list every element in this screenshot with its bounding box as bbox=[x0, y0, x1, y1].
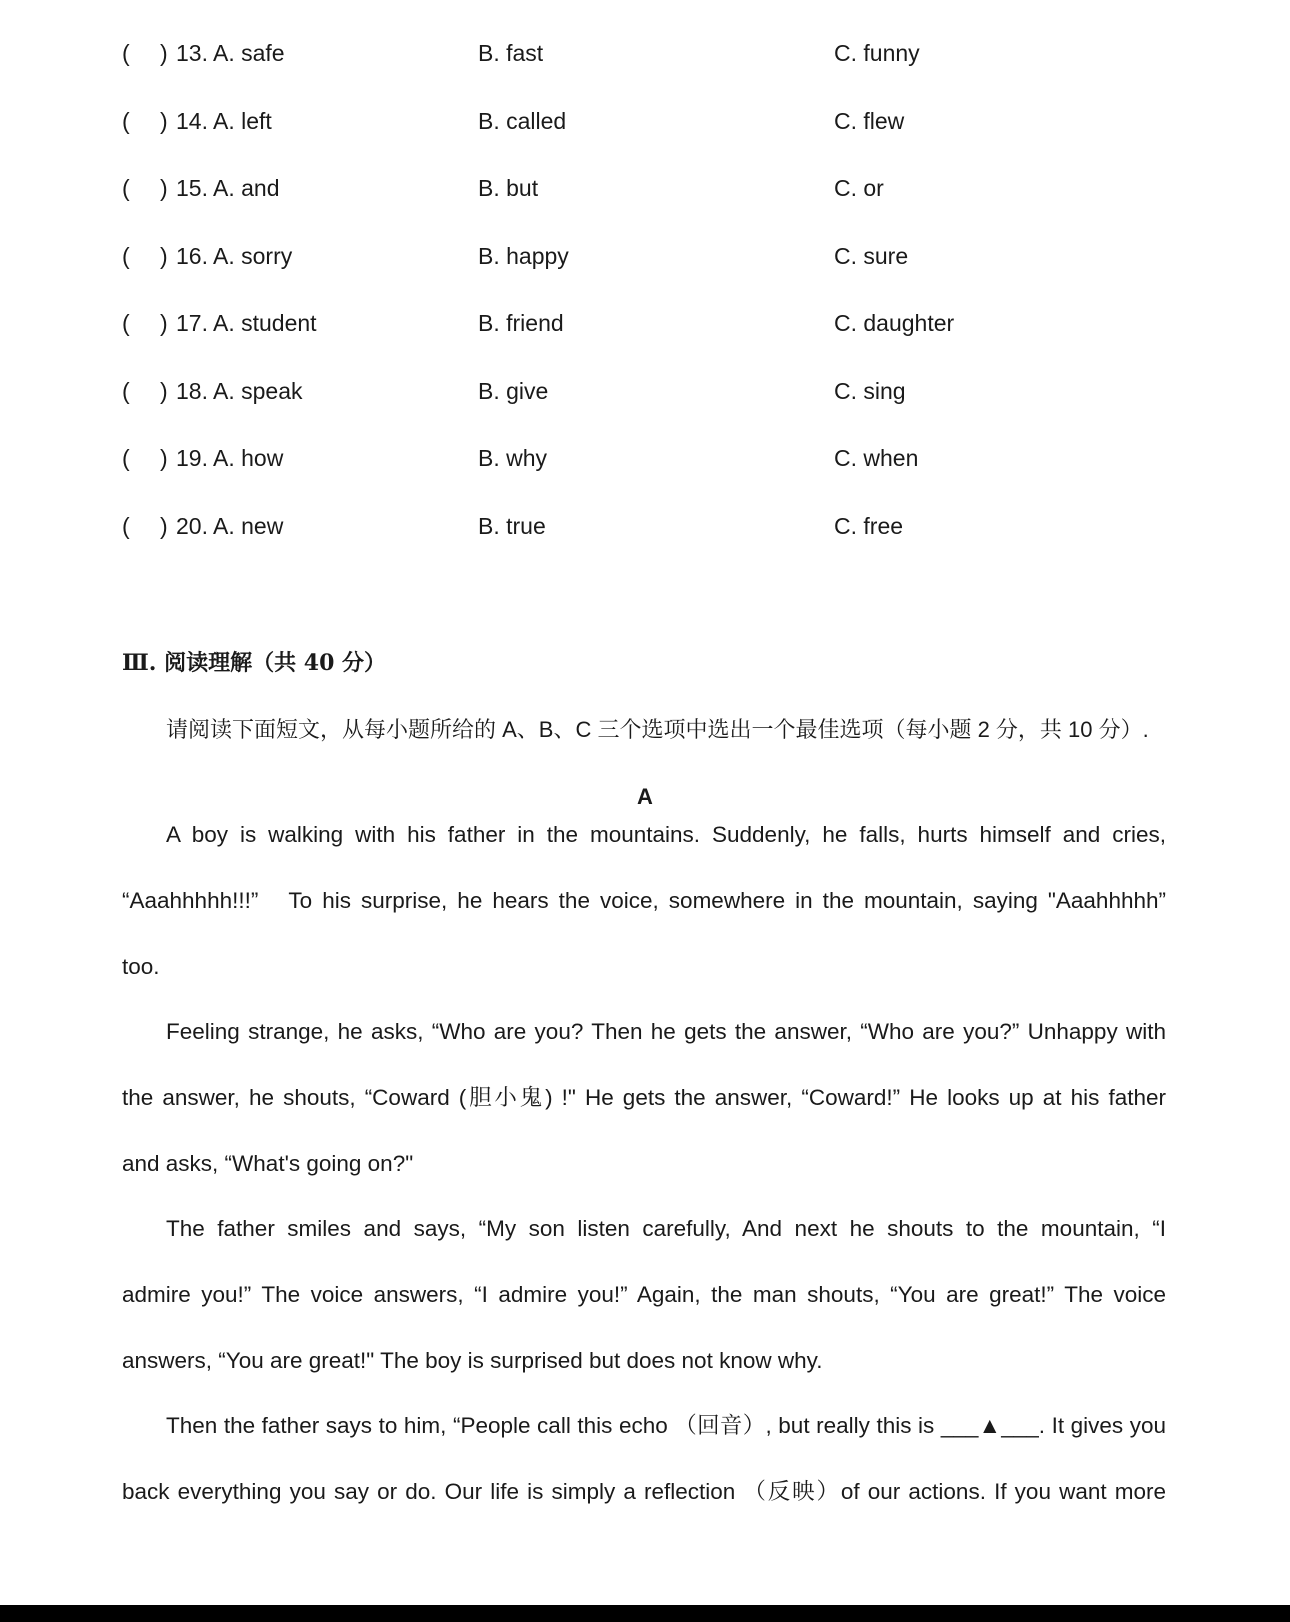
answer-blank-open[interactable]: ( bbox=[122, 378, 130, 404]
option-b: B. happy bbox=[478, 243, 569, 269]
question-number: 14. bbox=[176, 108, 208, 134]
answer-blank-close[interactable]: ) bbox=[160, 175, 168, 201]
answer-blank-close[interactable]: ) bbox=[160, 310, 168, 336]
bottom-edge-bar bbox=[0, 1605, 1290, 1622]
option-c: C. or bbox=[834, 175, 884, 201]
option-a: A. speak bbox=[213, 378, 303, 404]
answer-blank-close[interactable]: ) bbox=[160, 243, 168, 269]
option-b: B. give bbox=[478, 378, 549, 404]
option-b: B. why bbox=[478, 445, 548, 471]
choice-row bbox=[0, 374, 1290, 408]
question-number: 20. bbox=[176, 513, 208, 539]
passage-line: back everything you say or do. Our life is simply a reflection （反映）of our actions. If you want more bbox=[122, 1479, 1166, 1504]
answer-blank-close[interactable]: ) bbox=[160, 513, 168, 539]
choice-row bbox=[0, 306, 1290, 340]
choice-row bbox=[0, 441, 1290, 475]
option-b: B. called bbox=[478, 108, 567, 134]
answer-blank-close[interactable]: ) bbox=[160, 40, 168, 66]
option-a: A. new bbox=[213, 513, 284, 539]
choice-row bbox=[0, 36, 1290, 70]
passage-line: The father smiles and says, “My son listen carefully, And next he shouts to the mountain, “I bbox=[166, 1216, 1166, 1241]
answer-blank-open[interactable]: ( bbox=[122, 108, 130, 134]
option-c: C. sure bbox=[834, 243, 909, 269]
question-number: 15. bbox=[176, 175, 208, 201]
option-b: B. true bbox=[478, 513, 546, 539]
option-a: A. left bbox=[213, 108, 272, 134]
option-a: A. student bbox=[213, 310, 317, 336]
choice-row bbox=[0, 104, 1290, 138]
choice-row bbox=[0, 509, 1290, 543]
passage-line: too. bbox=[122, 954, 160, 979]
passage-line: answers, “You are great!" The boy is surprised but does not know why. bbox=[122, 1348, 823, 1373]
question-number: 17. bbox=[176, 310, 208, 336]
passage-line: Then the father says to him, “People call this echo （回音）, but really this is ___▲___. It gives you bbox=[166, 1413, 1166, 1438]
option-a: A. sorry bbox=[213, 243, 293, 269]
answer-blank-close[interactable]: ) bbox=[160, 445, 168, 471]
option-b: B. friend bbox=[478, 310, 564, 336]
passage-label: A bbox=[637, 784, 653, 809]
answer-blank-open[interactable]: ( bbox=[122, 310, 130, 336]
passage-line: A boy is walking with his father in the mountains. Suddenly, he falls, hurts himself and cries, bbox=[166, 822, 1166, 847]
section-instruction: 请阅读下面短文，从每小题所给的 A、B、C 三个选项中选出一个最佳选项（每小题 2 分，共 10 分）. bbox=[166, 717, 1149, 742]
question-number: 13. bbox=[176, 40, 208, 66]
option-a: A. and bbox=[213, 175, 280, 201]
question-number: 19. bbox=[176, 445, 208, 471]
option-c: C. funny bbox=[834, 40, 920, 66]
question-number: 18. bbox=[176, 378, 208, 404]
option-a: A. safe bbox=[213, 40, 285, 66]
answer-blank-close[interactable]: ) bbox=[160, 108, 168, 134]
option-c: C. flew bbox=[834, 108, 905, 134]
answer-blank-close[interactable]: ) bbox=[160, 378, 168, 404]
passage-line: Feeling strange, he asks, “Who are you? Then he gets the answer, “Who are you?” Unhappy with bbox=[166, 1019, 1166, 1044]
answer-blank-open[interactable]: ( bbox=[122, 445, 130, 471]
question-number: 16. bbox=[176, 243, 208, 269]
option-c: C. daughter bbox=[834, 310, 955, 336]
answer-blank-open[interactable]: ( bbox=[122, 513, 130, 539]
option-c: C. free bbox=[834, 513, 904, 539]
passage-line: admire you!” The voice answers, “I admire you!” Again, the man shouts, “You are great!” The voice bbox=[122, 1282, 1166, 1307]
choice-row bbox=[0, 171, 1290, 205]
section-heading: Ⅲ. 阅读理解（共 40 分） bbox=[122, 650, 387, 676]
option-b: B. but bbox=[478, 175, 539, 201]
option-c: C. when bbox=[834, 445, 919, 471]
passage-line: the answer, he shouts, “Coward (胆小鬼) !" He gets the answer, “Coward!” He looks up at his father bbox=[122, 1085, 1166, 1110]
answer-blank-open[interactable]: ( bbox=[122, 175, 130, 201]
answer-blank-open[interactable]: ( bbox=[122, 243, 130, 269]
answer-blank-open[interactable]: ( bbox=[122, 40, 130, 66]
choice-row bbox=[0, 239, 1290, 273]
option-a: A. how bbox=[213, 445, 284, 471]
option-c: C. sing bbox=[834, 378, 906, 404]
passage-line: and asks, “What's going on?" bbox=[122, 1151, 414, 1176]
passage-line: “Aaahhhhh!!!” To his surprise, he hears the voice, somewhere in the mountain, saying "Aaahhhhh” bbox=[122, 888, 1166, 913]
option-b: B. fast bbox=[478, 40, 544, 66]
